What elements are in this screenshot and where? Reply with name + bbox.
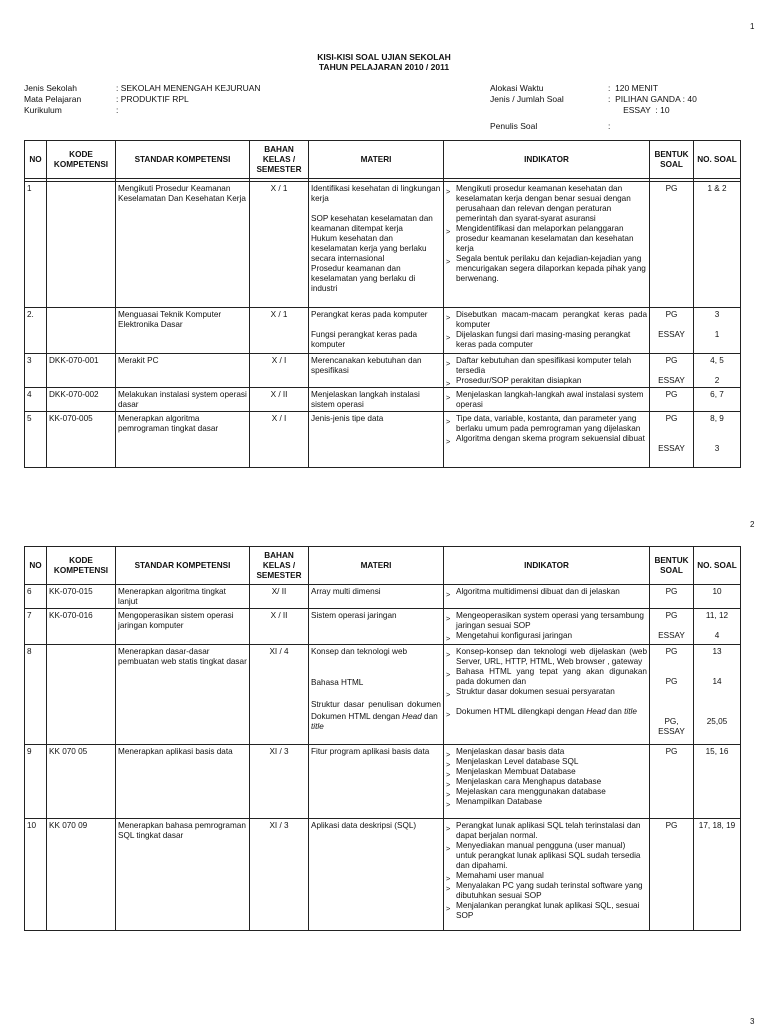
cell-indikator <box>444 819 650 931</box>
indikator-item: > Perangkat lunak aplikasi SQL telah terinstalasi dan dapat berjalan normal. <box>446 821 647 841</box>
meta-label: Mata Pelajaran <box>24 94 82 104</box>
cell-materi: Aplikasi data deskripsi (SQL) <box>309 819 444 931</box>
cell-standar: Mengikuti Prosedur Keamanan Keselamatan Dan Kesehatan Kerja <box>116 182 250 308</box>
materi-item: Prosedur keamanan dan keselamatan yang berlaku di industri <box>311 264 416 293</box>
exam-info <box>490 83 697 132</box>
nosoal-value: 4, 5 <box>710 356 724 365</box>
cell-materi <box>309 182 444 308</box>
cell-kode <box>47 645 116 745</box>
meta-label: Jenis / Jumlah Soal <box>490 94 564 104</box>
cell-kode: KK 070 09 <box>47 819 116 931</box>
cell-standar: Melakukan instalasi system operasi dasar <box>116 388 250 412</box>
indikator-item: > Disebutkan macam-macam perangkat keras pada komputer <box>446 310 647 330</box>
cell-kode: KK 070 05 <box>47 745 116 819</box>
nosoal-value: 8, 9 <box>710 414 724 423</box>
cell-no-soal: 6, 7 <box>694 388 741 412</box>
cell-no-soal <box>694 412 741 468</box>
meta-label: Alokasi Waktu <box>490 83 544 93</box>
indikator-item: > Menampilkan Database <box>446 797 647 807</box>
materi-item: Perangkat keras pada komputer <box>311 310 428 319</box>
cell-no-soal: 15, 16 <box>694 745 741 819</box>
bentuk-value: ESSAY <box>658 444 685 453</box>
cell-no-soal <box>694 308 741 354</box>
indikator-item: > Segala bentuk perilaku dan kejadian-kejadian yang mencurigakan segera dilaporkan kepada pihak yang berwenang. <box>446 254 647 284</box>
cell-standar: Merakit PC <box>116 354 250 388</box>
header-kode-kompetensi: KODE KOMPETENSI <box>47 141 116 179</box>
cell-no-soal <box>694 609 741 645</box>
cell-no: 3 <box>25 354 47 388</box>
cell-indikator <box>444 645 650 745</box>
cell-kelas: XI / 3 <box>250 819 309 931</box>
cell-materi: Jenis-jenis tipe data <box>309 412 444 468</box>
cell-materi <box>309 308 444 354</box>
bentuk-value: ESSAY <box>658 376 685 385</box>
cell-indikator <box>444 388 650 412</box>
nosoal-value: 3 <box>714 444 720 453</box>
cell-no-soal: 17, 18, 19 <box>694 819 741 931</box>
nosoal-value: 25,05 <box>706 717 728 726</box>
indikator-item: > Daftar kebutuhan dan spesifikasi komputer telah tersedia <box>446 356 647 376</box>
materi-text: dan <box>421 712 438 721</box>
materi-item <box>311 712 441 732</box>
indikator-item: > Mengikuti prosedur keamanan kesehatan dan keselamatan kerja dengan benar sesuai dengan perusahaan dan relevan dengan peraturan pemerintah dan syarat-syarat asuransi <box>446 184 647 224</box>
cell-no: 8 <box>25 645 47 745</box>
cell-bentuk-soal <box>650 354 694 388</box>
table-row <box>25 388 741 412</box>
header-bentuk-soal: BENTUK SOAL <box>650 141 694 179</box>
meta-value: : PILIHAN GANDA : 40 <box>608 94 697 104</box>
meta-value: : <box>116 105 119 115</box>
indikator-text-italic: Head <box>586 707 606 716</box>
cell-no-soal <box>694 645 741 745</box>
header-bahan-kelas: BAHAN KELAS / SEMESTER <box>250 141 309 179</box>
indikator-item: > Menjelaskan Level database SQL <box>446 757 647 767</box>
header-indikator: INDIKATOR <box>444 547 650 585</box>
indikator-item: > Bahasa HTML yang tepat yang akan digunakan pada dokumen dan <box>446 667 647 687</box>
indikator-item: > Menjalankan perangkat lunak aplikasi SQL, sesuai SOP <box>446 901 647 921</box>
cell-kelas: X / II <box>250 388 309 412</box>
materi-item: Identifikasi kesehatan di lingkungan kerja <box>311 184 441 203</box>
header-no-soal: NO. SOAL <box>694 141 741 179</box>
nosoal-value: 2 <box>714 376 720 385</box>
cell-no-soal <box>694 354 741 388</box>
school-info <box>24 83 261 116</box>
cell-kelas: XI / 3 <box>250 745 309 819</box>
table-row <box>25 182 741 308</box>
bentuk-value: PG <box>665 677 678 686</box>
cell-no: 7 <box>25 609 47 645</box>
materi-text: Dokumen HTML dengan <box>311 712 403 721</box>
meta-label: Jenis Sekolah <box>24 83 77 93</box>
nosoal-value: 13 <box>712 647 722 656</box>
cell-materi: Sistem operasi jaringan <box>309 609 444 645</box>
cell-no-soal: 10 <box>694 585 741 609</box>
cell-bentuk-soal: PG <box>650 388 694 412</box>
cell-no: 2. <box>25 308 47 354</box>
header-kode-kompetensi: KODE KOMPETENSI <box>47 547 116 585</box>
cell-kelas: X / I <box>250 354 309 388</box>
cell-bentuk-soal: PG <box>650 745 694 819</box>
bentuk-value: PG <box>665 647 678 656</box>
meta-value: : <box>608 121 611 131</box>
nosoal-value: 4 <box>714 631 720 640</box>
cell-no: 4 <box>25 388 47 412</box>
indikator-item: > Algoritma multidimensi dibuat dan di jelaskan <box>446 587 647 597</box>
indikator-item <box>446 707 647 717</box>
indikator-item: > Menjelaskan cara Menghapus database <box>446 777 647 787</box>
bentuk-value: PG <box>665 414 678 423</box>
meta-value: : SEKOLAH MENENGAH KEJURUAN <box>116 83 261 93</box>
cell-no: 5 <box>25 412 47 468</box>
cell-indikator <box>444 609 650 645</box>
cell-indikator <box>444 182 650 308</box>
materi-item: Fungsi perangkat keras pada komputer <box>311 330 418 349</box>
cell-no-soal: 1 & 2 <box>694 182 741 308</box>
cell-kode <box>47 182 116 308</box>
cell-standar: Menguasai Teknik Komputer Elektronika Dasar <box>116 308 250 354</box>
indikator-item: > Mengeoperasikan system operasi yang tersambung jaringan sesuai SOP <box>446 611 647 631</box>
cell-kode: KK-070-005 <box>47 412 116 468</box>
indikator-text-italic: title <box>624 707 637 716</box>
cell-kode: DKK-070-001 <box>47 354 116 388</box>
header-no-soal: NO. SOAL <box>694 547 741 585</box>
cell-standar: Menerapkan bahasa pemrograman SQL tingkat dasar <box>116 819 250 931</box>
cell-kelas: X/ II <box>250 585 309 609</box>
meta-label: Kurikulum <box>24 105 62 115</box>
cell-kelas: X / 1 <box>250 182 309 308</box>
cell-kelas: XI / 4 <box>250 645 309 745</box>
cell-materi: Merencanakan kebutuhan dan spesifikasi <box>309 354 444 388</box>
header-standar-kompetensi: STANDAR KOMPETENSI <box>116 141 250 179</box>
table-row <box>25 609 741 645</box>
cell-bentuk-soal <box>650 609 694 645</box>
cell-bentuk-soal <box>650 308 694 354</box>
header-indikator: INDIKATOR <box>444 141 650 179</box>
header-no: NO <box>25 547 47 585</box>
cell-kelas: X / 1 <box>250 308 309 354</box>
cell-standar: Menerapkan algoritma tingkat lanjut <box>116 585 250 609</box>
cell-bentuk-soal <box>650 645 694 745</box>
indikator-item: > Mengetahui konfigurasi jaringan <box>446 631 647 641</box>
cell-standar: Mengoperasikan sistem operasi jaringan komputer <box>116 609 250 645</box>
page-number: 1 <box>750 22 755 31</box>
nosoal-value: 3 <box>714 310 720 319</box>
cell-bentuk-soal <box>650 412 694 468</box>
materi-text: Struktur dasar penulisan dokumen <box>311 700 441 709</box>
cell-bentuk-soal: PG <box>650 585 694 609</box>
cell-kode: KK-070-015 <box>47 585 116 609</box>
document-subtitle: TAHUN PELAJARAN 2010 / 2011 <box>318 62 450 72</box>
page-number: 3 <box>750 1017 755 1026</box>
header-materi: MATERI <box>309 547 444 585</box>
indikator-item: > Mengidentifikasi dan melaporkan pelanggaran prosedur keamanan keselamatan dan kesehatan kerja <box>446 224 647 254</box>
cell-standar: Menerapkan dasar-dasar pembuatan web statis tingkat dasar <box>116 645 250 745</box>
meta-value: ESSAY : 10 <box>616 105 670 115</box>
bentuk-value: ESSAY <box>658 330 685 339</box>
indikator-text: Dokumen HTML dilengkapi dengan <box>456 707 587 716</box>
cell-indikator <box>444 354 650 388</box>
indikator-text: dan <box>605 707 625 716</box>
cell-kode: KK-070-016 <box>47 609 116 645</box>
cell-indikator <box>444 308 650 354</box>
indikator-item: > Algoritma dengan skema program sekuensial dibuat <box>446 434 647 444</box>
table-row <box>25 585 741 609</box>
bentuk-value: PG <box>665 611 678 620</box>
indikator-item: > Prosedur/SOP perakitan disiapkan <box>446 376 647 386</box>
header-bahan-kelas: BAHAN KELAS / SEMESTER <box>250 547 309 585</box>
cell-materi: Fitur program aplikasi basis data <box>309 745 444 819</box>
materi-item: Bahasa HTML <box>311 678 364 687</box>
indikator-item: > Menyediakan manual pengguna (user manual) untuk perangkat lunak aplikasi SQL sudah tersedia dan dipahami. <box>446 841 647 871</box>
cell-indikator <box>444 412 650 468</box>
header-bentuk-soal: BENTUK SOAL <box>650 547 694 585</box>
cell-indikator <box>444 585 650 609</box>
indikator-item: > Dijelaskan fungsi dari masing-masing perangkat keras pada computer <box>446 330 647 350</box>
kisi-table-page-2 <box>24 546 741 931</box>
table-row <box>25 819 741 931</box>
cell-no: 9 <box>25 745 47 819</box>
indikator-item: > Menjelaskan langkah-langkah awal instalasi system operasi <box>446 390 647 410</box>
materi-item <box>311 700 441 710</box>
header-no: NO <box>25 141 47 179</box>
document-title: KISI-KISI SOAL UJIAN SEKOLAH <box>317 52 451 62</box>
cell-standar: Menerapkan algoritma pemrograman tingkat dasar <box>116 412 250 468</box>
indikator-item: > Menjelaskan Membuat Database <box>446 767 647 777</box>
cell-kode <box>47 308 116 354</box>
indikator-item: > Memahami user manual <box>446 871 647 881</box>
bentuk-value: PG <box>665 310 678 319</box>
nosoal-value: 1 <box>714 330 720 339</box>
page-number: 2 <box>750 520 755 529</box>
indikator-item: > Menyalakan PC yang sudah terinstal software yang dibutuhkan sesuai SOP <box>446 881 647 901</box>
materi-text-italic: title <box>311 722 324 731</box>
cell-materi: Array multi dimensi <box>309 585 444 609</box>
nosoal-value: 14 <box>712 677 722 686</box>
cell-no: 10 <box>25 819 47 931</box>
cell-kode: DKK-070-002 <box>47 388 116 412</box>
cell-no: 6 <box>25 585 47 609</box>
meta-value: : PRODUKTIF RPL <box>116 94 189 104</box>
table-row <box>25 645 741 745</box>
cell-kelas: X / II <box>250 609 309 645</box>
cell-materi <box>309 645 444 745</box>
materi-item: Hukum kesehatan dan keselamatan kerja yang berlaku secara internasional <box>311 234 427 263</box>
table-row <box>25 354 741 388</box>
header-materi: MATERI <box>309 141 444 179</box>
indikator-item: > Mejelaskan cara menggunakan database <box>446 787 647 797</box>
table-row <box>25 745 741 819</box>
indikator-item: > Struktur dasar dokumen sesuai persyaratan <box>446 687 647 697</box>
bentuk-value: PG, ESSAY <box>658 717 685 736</box>
materi-text-italic: Head <box>402 712 422 721</box>
cell-kelas: X / I <box>250 412 309 468</box>
nosoal-value: 11, 12 <box>705 611 729 620</box>
cell-indikator <box>444 745 650 819</box>
cell-materi: Menjelaskan langkah instalasi sistem operasi <box>309 388 444 412</box>
kisi-table-page-1 <box>24 140 741 468</box>
indikator-item: > Tipe data, variable, kostanta, dan parameter yang berlaku umum pada pemrograman yang dijelaskan <box>446 414 647 434</box>
bentuk-value: PG <box>665 356 678 365</box>
meta-label: Penulis Soal <box>490 121 538 131</box>
indikator-item: > Menjelaskan dasar basis data <box>446 747 647 757</box>
indikator-item: > Konsep-konsep dan teknologi web dijelaskan (web Server, URL, HTTP, HTML, Web browser , gateway <box>446 647 647 667</box>
meta-value: : 120 MENIT <box>608 83 659 93</box>
cell-bentuk-soal: PG <box>650 819 694 931</box>
meta-label <box>490 105 608 116</box>
cell-no: 1 <box>25 182 47 308</box>
header-standar-kompetensi: STANDAR KOMPETENSI <box>116 547 250 585</box>
table-row <box>25 412 741 468</box>
materi-item: Konsep dan teknologi web <box>311 647 408 656</box>
cell-bentuk-soal: PG <box>650 182 694 308</box>
bentuk-value: ESSAY <box>658 631 685 640</box>
materi-item: SOP kesehatan keselamatan dan keamanan ditempat kerja <box>311 214 433 233</box>
table-row <box>25 308 741 354</box>
cell-standar: Menerapkan aplikasi basis data <box>116 745 250 819</box>
